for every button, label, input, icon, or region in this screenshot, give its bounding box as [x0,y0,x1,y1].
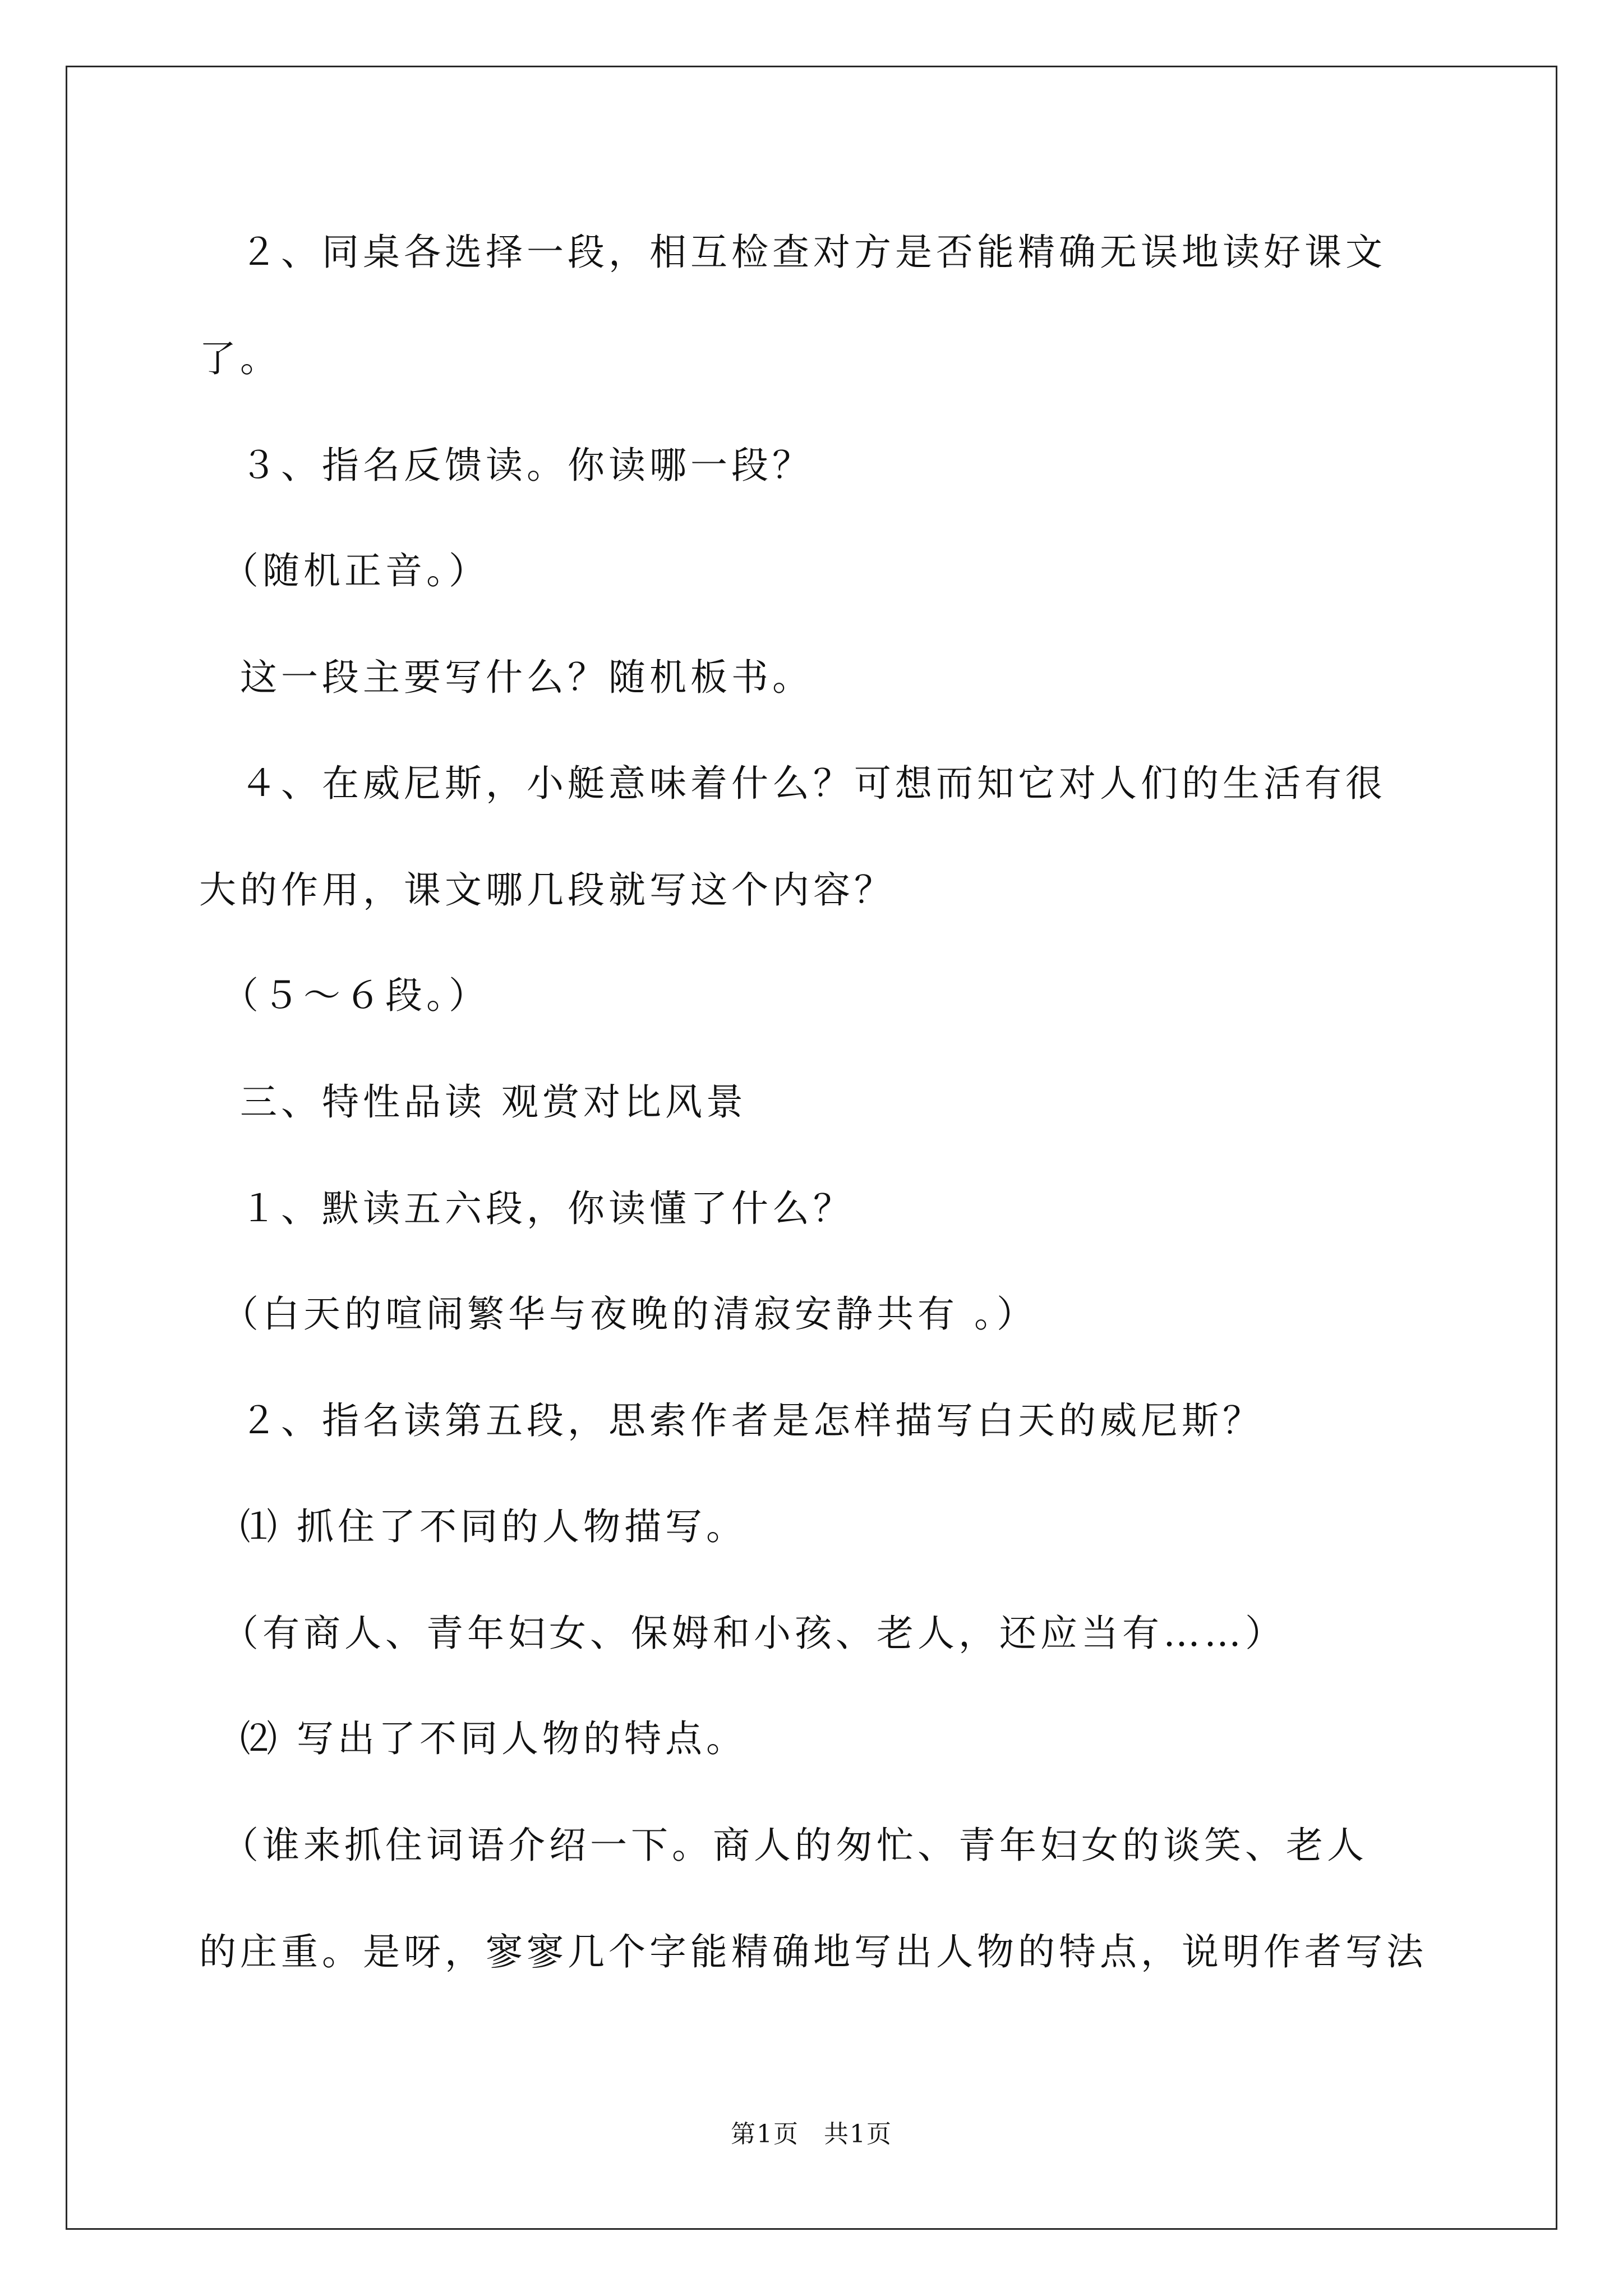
page-footer [0,2118,1623,2151]
text-line: ２、指名读第五段，思索作者是怎样描写白天的威尼斯？ [199,1399,1264,1442]
text-line: （谁来抓住词语介绍一下。商人的匆忙、青年妇女的谈笑、老人 [199,1824,1368,1867]
text-line: ３、指名反馈读。你读哪一段？ [199,444,813,487]
text-line: ４、在威尼斯，小艇意味着什么？可想而知它对人们的生活有很 [199,762,1386,805]
text-line: （白天的喧闹繁华与夜晚的清寂安静共有 。） [199,1292,1038,1336]
text-line: （随机正音。） [199,549,490,592]
text-line: ⑴ 抓住了不同的人物描写。 [199,1505,747,1548]
page-total: 共1页 [824,2120,892,2148]
page-number: 第1页 [731,2120,799,2148]
text-line: 了。 [199,337,281,380]
text-line: 大的作用，课文哪几段就写这个内容？ [199,868,895,912]
page-border [66,66,1557,2230]
text-line: （有商人、青年妇女、保姆和小孩、老人，还应当有……） [199,1612,1286,1655]
text-line: 三、特性品读 观赏对比风景 [199,1080,747,1124]
text-line: １、默读五六段，你读懂了什么？ [199,1187,854,1230]
text-line: ⑵ 写出了不同人物的特点。 [199,1717,747,1760]
text-line: （５～６段。） [199,974,490,1017]
text-line: 这一段主要写什么？随机板书。 [199,656,813,699]
text-line: ２、同桌各选择一段，相互检查对方是否能精确无误地读好课文 [199,231,1386,274]
text-line: 的庄重。是呀，寥寥几个字能精确地写出人物的特点，说明作者写法 [199,1930,1427,1973]
